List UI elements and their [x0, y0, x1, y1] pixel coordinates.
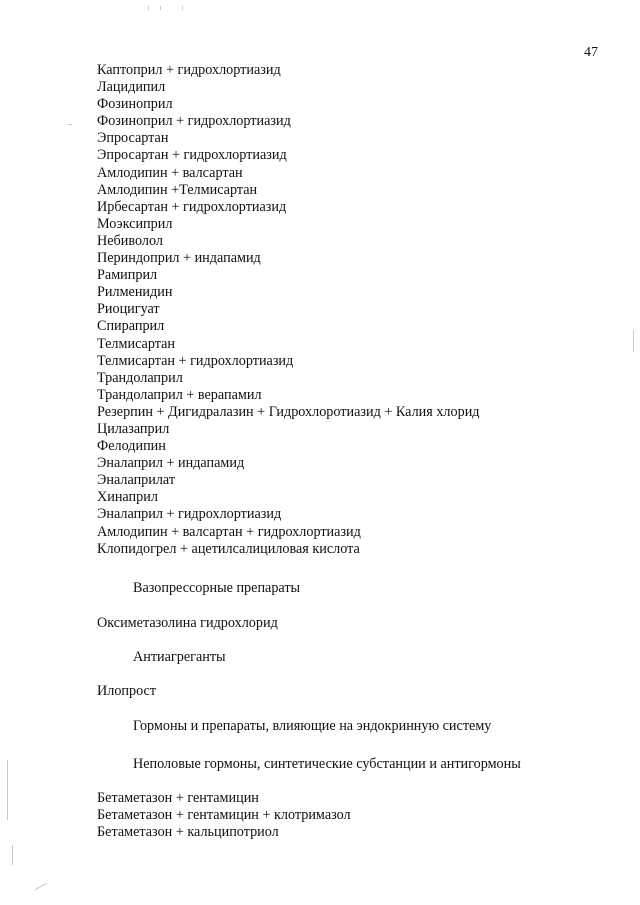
- list-item: Резерпин + Дигидралазин + Гидрохлоротиазид + Калия хлорид: [97, 403, 480, 420]
- page-number: 47: [584, 45, 598, 60]
- scan-artifact: [35, 883, 48, 890]
- drug-list-1: [97, 62, 480, 558]
- list-item: Илопрост: [97, 683, 157, 699]
- list-item: Трандолаприл: [97, 369, 183, 386]
- list-item: Лацидипил: [97, 79, 166, 96]
- section-heading-hormones: Гормоны и препараты, влияющие на эндокринную систему: [133, 718, 492, 734]
- list-item: Амлодипин +Телмисартан: [97, 181, 258, 198]
- list-item: Цилазаприл: [97, 420, 170, 437]
- list-item: Бетаметазон + кальципотриол: [97, 824, 279, 841]
- list-item: Каптоприл + гидрохлортиазид: [97, 62, 281, 78]
- list-item: Периндоприл + индапамид: [97, 250, 261, 267]
- list-item: Оксиметазолина гидрохлорид: [97, 615, 278, 631]
- list-item: Трандолаприл + верапамил: [97, 386, 262, 403]
- scan-artifact: [160, 6, 161, 10]
- list-item: Эпросартан: [97, 130, 169, 147]
- section-subheading-hormones: Неполовые гормоны, синтетические субстанции и антигормоны: [133, 756, 521, 772]
- scan-artifact: [633, 330, 634, 352]
- list-item: Бетаметазон + гентамицин: [97, 790, 259, 806]
- list-item: Риоцигуат: [97, 301, 160, 318]
- list-item: Моэксиприл: [97, 215, 173, 232]
- list-item: Амлодипин + валсартан: [97, 164, 243, 181]
- list-item: Эналаприлат: [97, 472, 176, 489]
- list-item: Телмисартан + гидрохлортиазид: [97, 352, 294, 369]
- scan-artifact: [7, 760, 8, 820]
- scan-artifact: [12, 845, 13, 865]
- section-heading-vasopressors: Вазопрессорные препараты: [133, 580, 301, 596]
- scan-artifact: [68, 124, 72, 125]
- list-item: Бетаметазон + гентамицин + клотримазол: [97, 807, 351, 824]
- list-item: Фелодипин: [97, 438, 166, 455]
- section-heading-antiaggregants: Антиагреганты: [133, 649, 226, 665]
- list-item: Ирбесартан + гидрохлортиазид: [97, 198, 287, 215]
- list-item: Хинаприл: [97, 489, 158, 506]
- list-item: Фозиноприл + гидрохлортиазид: [97, 113, 291, 130]
- list-item: Спираприл: [97, 318, 165, 335]
- list-item: Фозиноприл: [97, 96, 173, 113]
- list-item: Рамиприл: [97, 267, 158, 284]
- list-item: Небиволол: [97, 232, 163, 249]
- scan-artifact: [148, 6, 149, 10]
- scan-artifact: [182, 6, 183, 10]
- list-item: Рилменидин: [97, 284, 173, 301]
- list-item: Эналаприл + гидрохлортиазид: [97, 506, 282, 523]
- drug-list-2: [97, 790, 351, 841]
- list-item: Клопидогрел + ацетилсалициловая кислота: [97, 540, 360, 557]
- list-item: Амлодипин + валсартан + гидрохлортиазид: [97, 523, 361, 540]
- list-item: Эпросартан + гидрохлортиазид: [97, 147, 287, 164]
- list-item: Телмисартан: [97, 335, 176, 352]
- list-item: Эналаприл + индапамид: [97, 455, 245, 472]
